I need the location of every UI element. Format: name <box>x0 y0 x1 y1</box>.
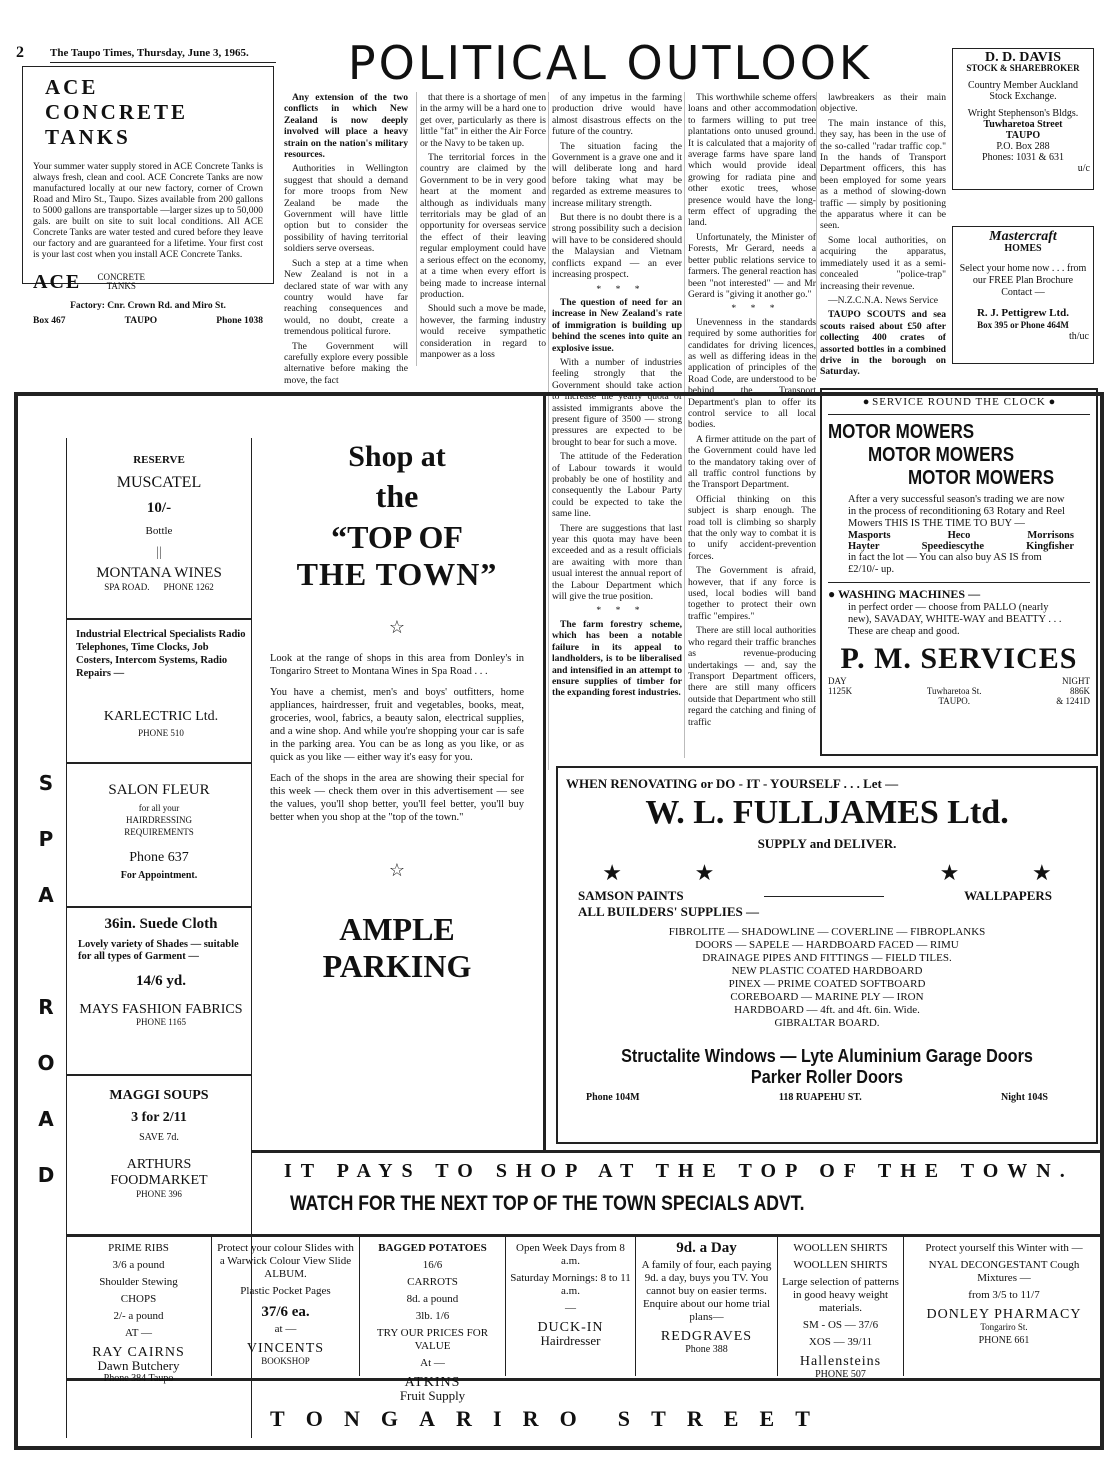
ticket-line: from 3/5 to 11/7 <box>968 1289 1040 1301</box>
davis-ad <box>952 48 1094 190</box>
ticket-line: 3/6 a pound <box>112 1259 165 1271</box>
montana-reserve: RESERVE <box>133 454 185 466</box>
article-col-5 <box>816 92 946 377</box>
mastercraft-contact: Box 395 or Phone 464M <box>977 320 1069 330</box>
spa-road-letter: S <box>38 771 54 795</box>
ticket-line: WOOLLEN SHIRTS <box>793 1242 888 1254</box>
ace-box: Box 467 <box>33 316 66 326</box>
ticket-line: XOS — 39/11 <box>808 1336 873 1348</box>
ticket-line: 37/6 ea. <box>261 1304 310 1320</box>
fulljames-supply: SUPPLY and DELIVER. <box>757 836 897 851</box>
article-paragraph: * * * <box>596 605 646 617</box>
mays-title: 36in. Suede Cloth <box>104 916 218 932</box>
pm-washing: WASHING MACHINES — <box>838 587 981 601</box>
article-paragraph: The farm forestry scheme, which has been a notable failure in its appeal to landholders, is to be liberalised and intensified in an attempt to ensure supplies of timber for the expanding forest industries. <box>552 618 682 699</box>
article-paragraph: TAUPO SCOUTS and sea scouts raised about £50 after collecting 400 crates of assorted bottles in a combined drive in the borough on Saturday. <box>820 309 946 378</box>
pm-mowers-1: MOTOR MOWERS <box>828 421 975 443</box>
mastercraft-title: Mastercraft <box>989 229 1057 244</box>
fulljames-builders: ALL BUILDERS' SUPPLIES — <box>578 904 759 919</box>
ticket-line: 8d. a pound <box>406 1293 459 1305</box>
montana-price: 10/- <box>146 500 172 516</box>
ticket-phone: Phone 388 <box>685 1344 728 1355</box>
tongariro-letter: N <box>343 1406 360 1431</box>
ticket-line: Saturday Mornings: 8 to 11 a.m. <box>510 1272 631 1297</box>
ticket-line: Shoulder Stewing <box>99 1276 178 1288</box>
mastercraft-code: th/uc <box>1069 331 1089 342</box>
pm-services-ad <box>820 388 1098 756</box>
spa-road-letter: A <box>38 1107 54 1131</box>
star-icon: ☆ <box>388 617 406 637</box>
pm-day-phone: 1125K <box>828 686 853 696</box>
article-paragraph: The attitude of the Federation of Labour towards it would probably be one of hostility and consequently the Labour Party could be expected to take the same line. <box>552 451 682 520</box>
article-paragraph: The main instance of this, they say, has been in the use of the so-called "radar traffic cop." In the hands of Transport Department officers, this has been employed for some years as a method of slowing-down traffic — simply by positioning the apparatus where it can be seen. <box>820 117 946 232</box>
arthurs-ad <box>66 1088 252 1228</box>
ace-factory: Factory: Cnr. Crown Rd. and Miro St. <box>70 301 226 311</box>
mastercraft-sub: HOMES <box>1004 243 1042 254</box>
it-pays-line-2: WATCH FOR THE NEXT TOP OF THE TOWN SPECIALS ADVT. <box>290 1192 805 1215</box>
pm-night-phone-1: 886K <box>1070 686 1090 696</box>
star-icon: ★ <box>1031 860 1052 885</box>
shop-ticket <box>636 1236 778 1376</box>
ace-body: Your summer water supply stored in ACE Concrete Tanks is always fresh, clean and cool. ACE Concrete Tanks are now manufactured locally at our new factory, corner of Crown Road and Miro St., Taupo. Sizes available from 200 gallons to 5000 gallons are transportable —larger sizes up to 50,000 gals. are built on site to suit local conditions. All ACE Concrete Tanks are water tested and cured before they leave our factory and are guaranteed for a lifetime. Your first cost is your last cost when you install ACE Concrete Tanks. <box>33 162 263 260</box>
ticket-line: PRIME RIBS <box>108 1242 169 1254</box>
ticket-line: SM - OS — 37/6 <box>802 1319 879 1331</box>
center-headline-1: Shop at <box>348 440 446 473</box>
spa-road-label <box>34 755 58 1203</box>
article-paragraph: But there is no doubt there is a strong possibility such a decision will have to be considered should the Malaysian and Vietnam conflicts expand — an ever increasing prospect. <box>552 212 682 281</box>
shop-ticket <box>212 1236 360 1376</box>
ace-logo-sub: CONCRETE TANKS <box>97 272 145 291</box>
article-paragraph: * * * <box>731 303 781 315</box>
article-paragraph: of any impetus in the farming production drive would have almost disastrous effects on the future of the country. <box>552 92 682 138</box>
fulljames-list-item: NEW PLASTIC COATED HARDBOARD <box>731 965 923 977</box>
ace-ad <box>22 66 274 326</box>
shop-ticket <box>360 1236 506 1403</box>
karlectric-ad <box>76 628 246 748</box>
ticket-line: 3lb. 1/6 <box>415 1310 450 1322</box>
pm-brand: Morrisons <box>1027 530 1074 541</box>
fulljames-big-1: Structalite Windows — Lyte Aluminium Garage Doors <box>621 1046 1033 1066</box>
mays-body: Lovely variety of Shades — suitable for all types of Garment — <box>78 939 239 962</box>
star-icon: ★ <box>939 860 960 885</box>
salon-line1: for all your <box>138 803 180 813</box>
ticket-line: Plastic Pocket Pages <box>240 1285 331 1297</box>
tongariro-street-label <box>270 1406 810 1432</box>
article-paragraph: Unfortunately, the Minister of Forests, Mr Gerard, needs a better public relations service to farmers. The general reaction has been "not interested" — and Mr Gerard is "giving it another go." <box>688 231 816 300</box>
center-parking-1: AMPLE <box>339 911 455 947</box>
arthurs-name: ARTHURS FOODMARKET <box>110 1157 208 1188</box>
salon-name: SALON FLEUR <box>108 782 210 798</box>
tongariro-letter: S <box>617 1406 630 1431</box>
ticket-shop-name: DONLEY PHARMACY <box>926 1307 1082 1322</box>
mastercraft-body: Select your home now . . . from our FREE Plan Brochure Contact — <box>959 263 1087 298</box>
shop-ticket <box>904 1236 1104 1376</box>
ace-town: TAUPO <box>124 316 158 326</box>
tongariro-letter: R <box>686 1406 703 1431</box>
mays-price: 14/6 yd. <box>135 973 186 989</box>
ticket-line: Open Week Days from 8 a.m. <box>516 1242 625 1267</box>
center-para-1: Look at the range of shops in this area from Donley's in Tongariro Street to Montana Wines in Spa Road . . . <box>270 653 524 677</box>
davis-name: D. D. DAVIS <box>985 50 1061 65</box>
ticket-line: TRY OUR PRICES FOR VALUE <box>376 1327 489 1352</box>
karlectric-body: Industrial Electrical Specialists Radio Telephones, Time Clocks, Job Costers, Intercom Systems, Radio Repairs — <box>76 629 246 679</box>
star-icon: ☆ <box>388 860 406 880</box>
it-pays-line-1: IT PAYS TO SHOP AT THE TOP OF THE TOWN. <box>284 1160 1074 1182</box>
ticket-line: 9d. a Day <box>676 1240 737 1256</box>
fulljames-list-item: PINEX — PRIME COATED SOFTBOARD <box>728 978 926 990</box>
pm-banner-row: ● SERVICE ROUND THE CLOCK ● <box>862 396 1056 408</box>
article-paragraph: The situation facing the Government is a grave one and it will deliberate long and hard before taking what may be regarded as extreme measures to increase military strength. <box>552 140 682 209</box>
center-headline-2: the <box>375 478 419 514</box>
davis-bldgs: Wright Stephenson's Bldgs. <box>967 108 1079 119</box>
spa-road-letter: D <box>37 1163 55 1187</box>
pm-town: TAUPO. <box>938 696 970 706</box>
article-paragraph: that there is a shortage of men in the army will be a hard one to get over, particularly as there is little "fat" in either the Air Force or the Navy to be taken up. <box>420 92 546 149</box>
fulljames-list-item: FIBROLITE — SHADOWLINE — COVERLINE — FIBROPLANKS <box>668 926 986 938</box>
article-paragraph: Some local authorities, on acquiring the apparatus, immediately used it as a semi-concealed "police-trap" increasing their revenue. <box>820 234 946 292</box>
article-paragraph: Authorities in Wellington suggest that should a demand for more troops from New Zealand be made the Government will have little option but to consider the possibility of having territorial soldiers serve overseas. <box>284 163 408 255</box>
salon-ad <box>66 784 252 894</box>
paper-dateline: The Taupo Times, Thursday, June 3, 1965. <box>50 47 249 59</box>
article-paragraph: There are suggestions that last year this quota may have been exceeded and as a result officials are awaiting with more than usual interest the annual report of the Labour Department which will give the true position. <box>552 522 682 603</box>
fulljames-phone: Phone 104M <box>586 1092 640 1103</box>
tongariro-letter: O <box>559 1406 577 1431</box>
article-col-1 <box>284 92 408 386</box>
shop-ticket <box>506 1236 636 1376</box>
pm-brand: Hayter <box>848 541 880 552</box>
ticket-line: WOOLLEN SHIRTS <box>793 1259 888 1271</box>
article-paragraph: The Government will carefully explore every possible alternative before making the move, the fact <box>284 340 408 386</box>
ace-logo: ACE <box>33 270 82 293</box>
karlectric-phone: PHONE 510 <box>138 728 184 738</box>
arthurs-phone: PHONE 396 <box>136 1189 182 1199</box>
pm-banner: SERVICE ROUND THE CLOCK <box>872 396 1046 408</box>
ticket-line: — <box>565 1302 576 1314</box>
karlectric-name: KARLECTRIC Ltd. <box>103 709 219 724</box>
center-headline-4: THE TOWN” <box>296 556 498 592</box>
montana-ad: RESERVE MUSCATEL 10/- Bottle || MONTANA WINES SPA ROAD. PHONE 1262 <box>66 442 252 612</box>
ace-title: ACE CONCRETE TANKS <box>45 75 189 149</box>
pm-body: After a very successful season's trading we are now in the process of reconditioning 63 Rotary and Reel Mowers THIS IS THE TIME TO BUY — <box>848 494 1065 529</box>
montana-phone: PHONE 1262 <box>163 582 214 592</box>
fulljames-ad <box>556 766 1098 1144</box>
davis-sub: STOCK & SHAREBROKER <box>966 63 1080 73</box>
tongariro-letter: T <box>270 1406 285 1431</box>
ticket-shop-name: VINCENTS <box>246 1341 325 1356</box>
spa-road-letter: P <box>38 827 54 851</box>
ticket-shop-name: ATKINS <box>404 1375 461 1390</box>
salon-line3: REQUIREMENTS <box>124 827 194 837</box>
article-paragraph: Official thinking on this subject is sharp enough. The road toll is climbing so sharply that the only way to combat it is to unify accident-prevention forces. <box>688 493 816 562</box>
center-para-3: Each of the shops in the area are showing their special for this week — check them over in this advertisement — see the values, you'll shop better, you'll feel better, you'll buy better when you shop at the "top of the town." <box>270 773 524 823</box>
tongariro-letter: E <box>759 1406 775 1431</box>
pm-brand: Kingfisher <box>1026 541 1074 552</box>
ticket-shop-name: DUCK-IN <box>537 1320 604 1335</box>
ticket-line: at — <box>274 1323 297 1335</box>
article-paragraph: Any extension of the two conflicts in which New Zealand is now deeply involved will place a heavy strain on the nation's military resources. <box>284 92 408 161</box>
pm-washing-body: in perfect order — choose from PALLO (nearly new), SAVADAY, WHITE-WAY and BEATTY . . . These are cheap and good. <box>848 602 1062 637</box>
pm-night-phone-2: & 1241D <box>1056 696 1090 706</box>
pm-day: DAY <box>828 676 847 686</box>
headline: POLITICAL OUTLOOK <box>347 36 873 90</box>
ticket-line: CARROTS <box>407 1276 458 1288</box>
shop-ticket <box>66 1236 212 1384</box>
pm-address: Tuwharetoa St. <box>926 686 982 696</box>
article-paragraph: * * * <box>596 283 646 295</box>
davis-phones: Phones: 1031 & 631 <box>982 152 1064 163</box>
tongariro-letter: E <box>723 1406 739 1431</box>
fulljames-list-item: DOORS — SAPELE — HARDBOARD FACED — RIMU <box>695 939 959 951</box>
spa-road-letter: O <box>37 1051 55 1075</box>
pm-night: NIGHT <box>1062 676 1090 686</box>
article-paragraph: The question of need for an increase in New Zealand's rate of immigration is building up behind the scenes into quite an explosive issue. <box>552 296 682 354</box>
tongariro-letter: T <box>651 1406 666 1431</box>
mays-phone: PHONE 1165 <box>136 1017 186 1027</box>
fulljames-list-item: GIBRALTAR BOARD. <box>774 1017 880 1029</box>
ticket-shop-sub: BOOKSHOP <box>261 1356 310 1366</box>
tongariro-letter: I <box>492 1406 502 1431</box>
center-para-2: You have a chemist, men's and boys' outfitters, home appliances, hairdresser, fruit and vegetables, books, meat, groceries, wool, fabrics, a beauty salon, electrical supplies, and a wine shop. And while you're shopping your car is safe in the parking area. You can be as long as you like, or as quick as you like — either way it's easy for you. <box>270 687 524 763</box>
ticket-phone: Phone 384 Taupo <box>103 1373 174 1384</box>
arthurs-price: 3 for 2/11 <box>131 1110 187 1125</box>
article-paragraph: —N.Z.C.N.A. News Service <box>828 294 939 306</box>
fulljames-samson: SAMSON PAINTS <box>578 888 684 903</box>
article-paragraph: With a number of industries feeling strongly that the Government should take action to increase the yearly quota of assisted immigrants above the present figure of 3500 — strong pressures are expected to be brought to bear for such a move. <box>552 356 682 448</box>
article-col-2 <box>416 92 546 366</box>
spa-road-letter: R <box>38 995 54 1019</box>
spa-road-letter: A <box>38 883 54 907</box>
ticket-shop-name: REDGRAVES <box>660 1329 753 1344</box>
salon-phone: Phone 637 <box>129 850 189 865</box>
ticket-line: Protect yourself this Winter with — <box>925 1242 1083 1254</box>
tongariro-letter: R <box>522 1406 539 1431</box>
ticket-line: 2/- a pound <box>113 1310 164 1322</box>
article-paragraph: lawbreakers as their main objective. <box>820 92 946 115</box>
pm-tail: in fact the lot — You can also buy AS IS from £2/10/- up. <box>848 552 1042 575</box>
mastercraft-ad <box>952 226 1094 364</box>
bullet-icon: ● <box>828 587 836 601</box>
ticket-shop-sub: Tongariro St. <box>980 1322 1028 1332</box>
article-paragraph: Should such a move be made, however, the farming industry would receive sympathetic consideration in regard to manpower as a loss <box>420 303 546 360</box>
ticket-line: Protect your colour Slides with a Warwick Colour View Slide ALBUM. <box>217 1242 354 1280</box>
montana-unit: Bottle <box>145 525 173 537</box>
mastercraft-company: R. J. Pettigrew Ltd. <box>976 307 1070 319</box>
article-paragraph: This worthwhile scheme offers loans and other accommodation to farmers willing to put tree plantations onto unused ground. It is calculated that a majority of average farms have spare land which would provide ideal growing for radiata pine and other exotic trees, whose presence would have the long-term effect of upgrading the land. <box>688 92 816 229</box>
ticket-shop-name: RAY CAIRNS <box>92 1345 185 1360</box>
tongariro-letter: T <box>795 1406 810 1431</box>
ticket-phone: PHONE 661 <box>978 1335 1030 1346</box>
pm-brand: Speediescythe <box>921 541 985 552</box>
pm-mowers-3: MOTOR MOWERS <box>908 467 1055 489</box>
salon-line2: HAIRDRESSING <box>125 815 192 825</box>
center-headline-3: “TOP OF <box>331 519 463 555</box>
tongariro-letter: R <box>456 1406 472 1431</box>
star-icon: ★ <box>694 860 715 885</box>
tongariro-letter: A <box>419 1406 435 1431</box>
pm-mowers-2: MOTOR MOWERS <box>868 444 1015 466</box>
center-promo <box>270 440 524 1100</box>
ticket-shop-sub: Dawn Butchery <box>97 1358 180 1373</box>
article-paragraph: Such a step at a time when New Zealand is not in a declared state of war with any country would have far reaching consequences and would, no doubt, create a tremendous political furore. <box>284 257 408 338</box>
article-paragraph: A firmer attitude on the part of the Government could have led to the mandatory taking over of all traffic control functions by the Transport Department. <box>688 433 816 491</box>
article-paragraph: There are still local authorities who regard their traffic branches as revenue-producing undertakings — and, say the Transport Department officers, there are still many officers outside that Department who still regard the catching and fining of traffic <box>688 625 816 728</box>
article-paragraph: The Government is afraid, however, that if any force is used, local bodies will band together to protect their own traffic "empires." <box>688 565 816 622</box>
fulljames-wallpapers: WALLPAPERS <box>964 888 1052 903</box>
ticket-shop-name: Hallensteins <box>799 1354 882 1369</box>
fulljames-name: W. L. FULLJAMES Ltd. <box>645 794 1009 831</box>
tongariro-letter: G <box>380 1406 399 1431</box>
ticket-line: BAGGED POTATOES <box>378 1242 487 1254</box>
fulljames-list-item: COREBOARD — MARINE PLY — IRON <box>730 991 924 1003</box>
shop-ticket <box>778 1236 904 1380</box>
fulljames-night: Night 104S <box>1001 1092 1048 1103</box>
ticket-line: Large selection of patterns in good heavy weight materials. <box>782 1276 899 1314</box>
davis-town: TAUPO <box>1005 130 1041 141</box>
montana-address: SPA ROAD. <box>104 582 150 592</box>
pm-brand: Heco <box>947 530 971 541</box>
montana-muscatel: MUSCATEL <box>116 474 202 491</box>
ticket-line: A family of four, each paying 9d. a day, buys you TV. You cannot buy on easier terms. Enquire about our home trial plans— <box>641 1259 772 1323</box>
ticket-line: At — <box>420 1357 445 1369</box>
mays-name: MAYS FASHION FABRICS <box>79 1002 243 1017</box>
ticket-line: 16/6 <box>422 1259 443 1271</box>
ticket-line: NYAL DECONGESTANT Cough Mixtures — <box>928 1259 1080 1284</box>
tongariro-letter: O <box>305 1406 323 1431</box>
montana-shop: MONTANA WINES <box>96 565 222 581</box>
arthurs-title: MAGGI SOUPS <box>109 1088 209 1103</box>
fulljames-top: WHEN RENOVATING or DO - IT - YOURSELF . . . Let — <box>566 776 899 791</box>
article-paragraph: Unevenness in the standards required by some authorities for candidates for driving licences, as well as differing ideas in the application of principles of the Road Code, are understood to be behind the Transport Department's plan to offer its control service to all local bodies. <box>688 316 816 431</box>
ticket-phone: PHONE 507 <box>815 1369 866 1380</box>
pm-brand: Masports <box>848 530 891 541</box>
ace-phone: Phone 1038 <box>216 316 263 326</box>
fulljames-address: 118 RUAPEHU ST. <box>778 1092 862 1103</box>
davis-street: Tuwharetoa Street <box>983 119 1063 130</box>
center-parking-2: PARKING <box>322 948 472 984</box>
article-paragraph: The territorial forces in the country are claimed by the Government to be in very good heart at the moment and although as individuals many territorials may be glad of an opportunity for overseas service the effect of their leaving regular employment could have a serious effect on the economy, at a time when every effort is being made to increase internal production. <box>420 152 546 300</box>
davis-pobox: P.O. Box 288 <box>996 141 1050 152</box>
star-icon: ★ <box>602 860 623 885</box>
fulljames-list-item: HARDBOARD — 4ft. and 4ft. 6in. Wide. <box>734 1004 920 1016</box>
ticket-line: CHOPS <box>120 1293 157 1305</box>
davis-member: Country Member Auckland Stock Exchange. <box>968 80 1078 102</box>
arthurs-save: SAVE 7d. <box>139 1132 179 1143</box>
ticket-shop-sub: Hairdresser <box>540 1333 601 1348</box>
ticket-shop-sub: Fruit Supply <box>399 1388 466 1403</box>
page-number: 2 <box>16 44 24 61</box>
fulljames-big-2: Parker Roller Doors <box>750 1067 904 1087</box>
fulljames-list-item: DRAINAGE PIPES AND FITTINGS — FIELD TILES. <box>702 952 952 964</box>
mays-ad <box>78 916 244 1066</box>
davis-code: u/c <box>1077 163 1090 174</box>
pm-logo: P. M. SERVICES <box>840 642 1078 675</box>
ticket-line: AT — <box>125 1327 152 1339</box>
salon-note: For Appointment. <box>120 870 198 881</box>
